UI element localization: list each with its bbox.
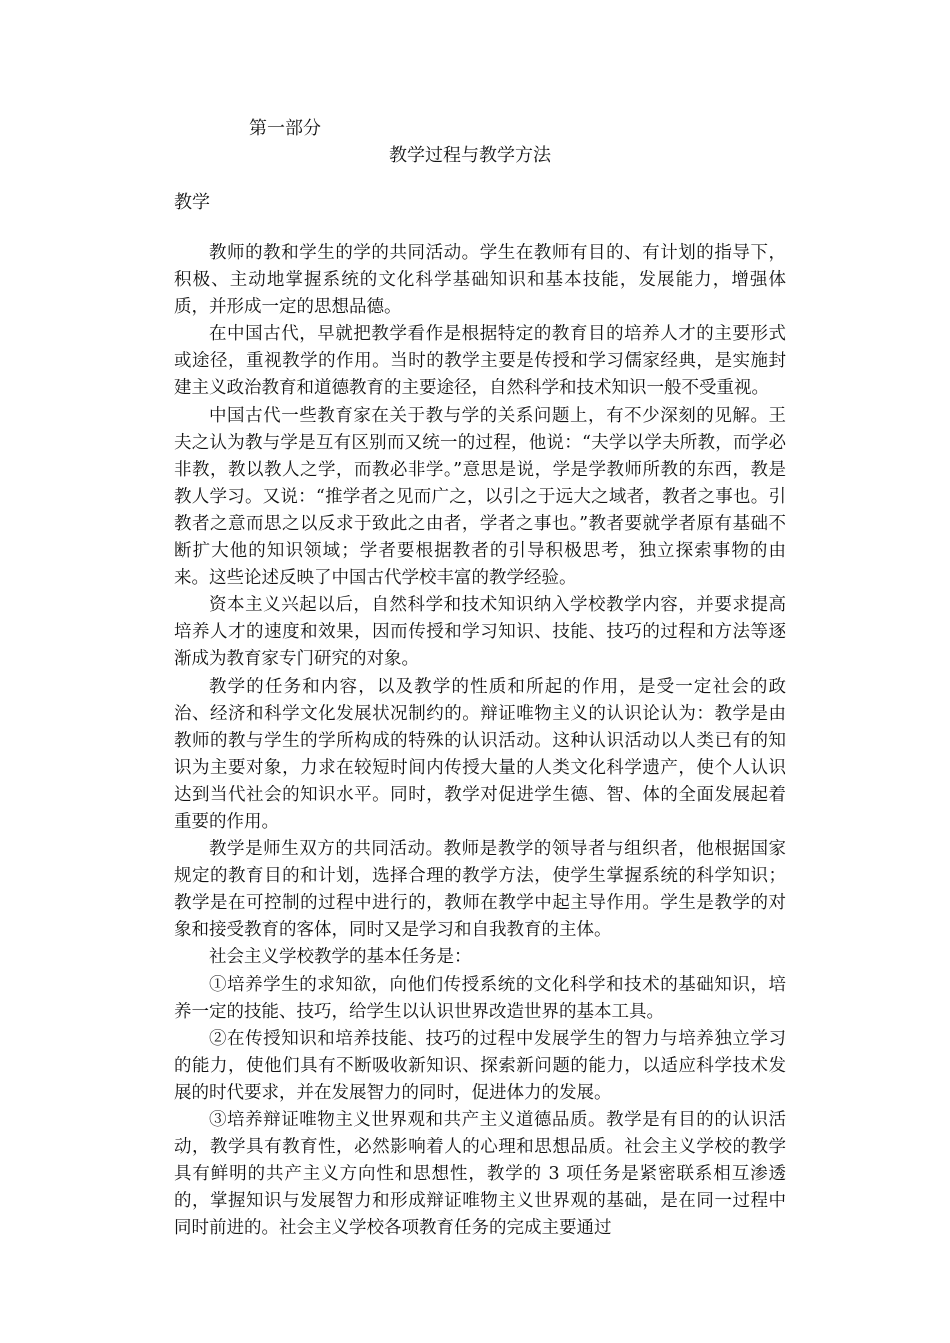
paragraph-task-1: ①培养学生的求知欲，向他们传授系统的文化科学和技术的基础知识，培养一定的技能、技巧，给学生以认识世界改造世界的基本工具。: [174, 974, 786, 1022]
paragraph-nature: 教学的任务和内容，以及教学的性质和所起的作用，是受一定社会的政治、经济和科学文化发展状况制约的。辩证唯物主义的认识论认为：教学是由教师的教与学生的学所构成的特殊的认识活动。这种认识活动以人类已有的知识为主要对象，力求在较短时间内传授大量的人类文化科学遗产，使个人认识达到当代社会的知识水平。同时，教学对促进学生德、智、体的全面发展起着重要的作用。: [174, 676, 786, 832]
paragraph-teacher-student: 教学是师生双方的共同活动。教师是教学的领导者与组织者，他根据国家规定的教育目的和计划，选择合理的教学方法，使学生掌握系统的科学知识；教学是在可控制的过程中进行的，教师在教学中起主导作用。学生是教学的对象和接受教育的客体，同时又是学习和自我教育的主体。: [174, 839, 786, 941]
paragraph-ancient-china: 在中国古代，早就把教学看作是根据特定的教育目的培养人才的主要形式或途径，重视教学的作用。当时的教学主要是传授和学习儒家经典，是实施封建主义政治教育和道德教育的主要途径，自然科学和技术知识一般不受重视。: [174, 324, 786, 399]
part-label: 第一部分: [249, 118, 321, 139]
paragraph-capitalism: 资本主义兴起以后，自然科学和技术知识纳入学校教学内容，并要求提高培养人才的速度和效果，因而传授和学习知识、技能、技巧的过程和方法等逐渐成为教育家专门研究的对象。: [174, 595, 786, 670]
paragraph-wang-fuzhi: 中国古代一些教育家在关于教与学的关系问题上，有不少深刻的见解。王夫之认为教与学是互有区别而又统一的过程，他说：“夫学以学夫所教，而学必非教，教以教人之学，而教必非学。”意思是说，学是学教师所教的东西，教是教人学习。又说：“推学者之见而广之，以引之于远大之域者，教者之事也。引教者之意而思之以反求于致此之由者，学者之事也。”教者要就学者原有基础不断扩大他的知识领域；学者要根据教者的引导积极思考，独立探索事物的由来。这些论述反映了中国古代学校丰富的教学经验。: [174, 405, 786, 589]
section-heading: 教学: [174, 192, 210, 213]
paragraph-task-3: ③培养辩证唯物主义世界观和共产主义道德品质。教学是有目的的认识活动，教学具有教育性，必然影响着人的心理和思想品质。社会主义学校的教学具有鲜明的共产主义方向性和思想性，教学的 3 项任务是紧密联系相互渗透的，掌握知识与发展智力和形成辩证唯物主义世界观的基础，是在同一过程中同时前进的。社会主义学校各项教育任务的完成主要通过: [174, 1110, 786, 1239]
body-text: [174, 240, 786, 1242]
paragraph-task-2: ②在传授知识和培养技能、技巧的过程中发展学生的智力与培养独立学习的能力，使他们具有不断吸收新知识、探索新问题的能力，以适应科学技术发展的时代要求，并在发展智力的同时，促进体力的发展。: [174, 1028, 786, 1103]
paragraph-definition: 教师的教和学生的学的共同活动。学生在教师有目的、有计划的指导下，积极、主动地掌握系统的文化科学基础知识和基本技能，发展能力，增强体质，并形成一定的思想品德。: [174, 243, 786, 318]
chapter-title: 教学过程与教学方法: [389, 145, 551, 166]
paragraph-tasks-intro: 社会主义学校教学的基本任务是：: [209, 947, 472, 968]
